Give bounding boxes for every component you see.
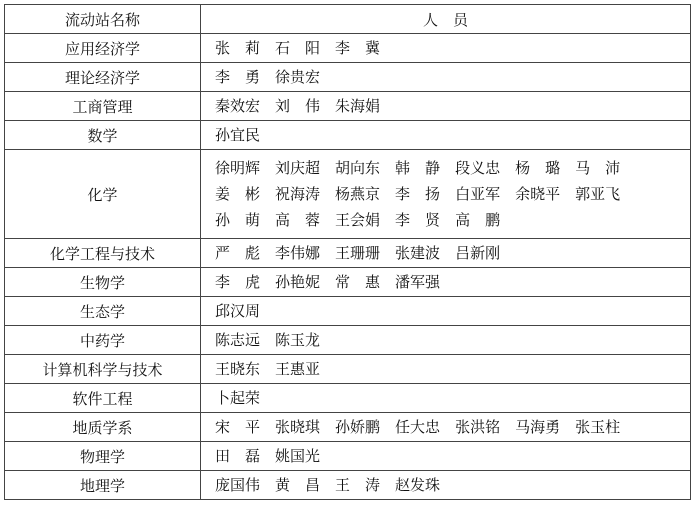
personnel-line	[215, 443, 690, 469]
table-row	[5, 326, 691, 355]
person-name: 李伟娜	[275, 244, 321, 262]
person-name: 韩 静	[395, 159, 441, 177]
personnel-cell	[201, 297, 691, 326]
table-row	[5, 442, 691, 471]
personnel-cell	[201, 268, 691, 297]
personnel-line	[215, 298, 690, 324]
personnel-line	[215, 35, 690, 61]
personnel-line	[215, 64, 690, 90]
personnel-line	[215, 269, 690, 295]
person-name: 李 虎	[215, 273, 261, 291]
personnel-cell	[201, 63, 691, 92]
personnel-line	[215, 207, 690, 233]
person-name: 姚国光	[275, 447, 321, 465]
person-name: 王珊珊	[335, 244, 381, 262]
person-name: 孙娇鹏	[335, 418, 381, 436]
person-name: 陈志远	[215, 331, 261, 349]
person-name: 王 涛	[335, 476, 381, 494]
station-name-cell: 化学	[5, 150, 201, 239]
table-row	[5, 34, 691, 63]
personnel-cell	[201, 150, 691, 239]
person-name: 段义忠	[455, 159, 501, 177]
table-row	[5, 355, 691, 384]
person-name: 刘 伟	[275, 97, 321, 115]
person-name: 张建波	[395, 244, 441, 262]
person-name: 张晓琪	[275, 418, 321, 436]
personnel-line	[215, 240, 690, 266]
person-name: 胡向东	[335, 159, 381, 177]
station-name-cell: 工商管理	[5, 92, 201, 121]
person-name: 李 冀	[335, 39, 381, 57]
station-name-cell: 软件工程	[5, 384, 201, 413]
person-name: 孙宜民	[215, 126, 261, 144]
person-name: 秦效宏	[215, 97, 261, 115]
person-name: 朱海娟	[335, 97, 381, 115]
table-row	[5, 63, 691, 92]
station-name-cell: 理论经济学	[5, 63, 201, 92]
table-row	[5, 413, 691, 442]
person-name: 杨燕京	[335, 185, 381, 203]
person-name: 徐明辉	[215, 159, 261, 177]
personnel-cell	[201, 34, 691, 63]
person-name: 马海勇	[515, 418, 561, 436]
table-row	[5, 297, 691, 326]
header-personnel: 人 员	[201, 5, 691, 34]
person-name: 马 沛	[575, 159, 621, 177]
table-row	[5, 92, 691, 121]
table-row	[5, 150, 691, 239]
person-name: 高 鹏	[455, 211, 501, 229]
person-name: 余晓平	[515, 185, 561, 203]
header-row	[5, 5, 691, 34]
person-name: 陈玉龙	[275, 331, 321, 349]
station-name-cell: 中药学	[5, 326, 201, 355]
personnel-line	[215, 327, 690, 353]
personnel-cell	[201, 326, 691, 355]
personnel-cell	[201, 413, 691, 442]
person-name: 赵发珠	[395, 476, 441, 494]
person-name: 吕新刚	[455, 244, 501, 262]
person-name: 卜起荣	[215, 389, 261, 407]
personnel-line	[215, 122, 690, 148]
person-name: 李 贤	[395, 211, 441, 229]
personnel-line	[215, 385, 690, 411]
person-name: 宋 平	[215, 418, 261, 436]
personnel-cell	[201, 471, 691, 500]
station-name-cell: 物理学	[5, 442, 201, 471]
station-name-cell: 地理学	[5, 471, 201, 500]
person-name: 高 蓉	[275, 211, 321, 229]
person-name: 庞国伟	[215, 476, 261, 494]
personnel-line	[215, 181, 690, 207]
personnel-cell	[201, 121, 691, 150]
table-body	[5, 34, 691, 500]
person-name: 王会娟	[335, 211, 381, 229]
person-name: 田 磊	[215, 447, 261, 465]
person-name: 石 阳	[275, 39, 321, 57]
table-row	[5, 239, 691, 268]
personnel-line	[215, 155, 690, 181]
station-name-cell: 地质学系	[5, 413, 201, 442]
personnel-line	[215, 93, 690, 119]
personnel-line	[215, 356, 690, 382]
person-name: 李 扬	[395, 185, 441, 203]
personnel-cell	[201, 442, 691, 471]
personnel-line	[215, 472, 690, 498]
station-name-cell: 化学工程与技术	[5, 239, 201, 268]
personnel-line	[215, 414, 690, 440]
station-name-cell: 数学	[5, 121, 201, 150]
table-row	[5, 268, 691, 297]
person-name: 张玉柱	[575, 418, 621, 436]
personnel-cell	[201, 355, 691, 384]
person-name: 张洪铭	[455, 418, 501, 436]
table-row	[5, 471, 691, 500]
person-name: 孙 萌	[215, 211, 261, 229]
person-name: 徐贵宏	[275, 68, 321, 86]
personnel-cell	[201, 92, 691, 121]
person-name: 郭亚飞	[575, 185, 621, 203]
table-row	[5, 384, 691, 413]
person-name: 常 惠	[335, 273, 381, 291]
person-name: 潘军强	[395, 273, 441, 291]
person-name: 邱汉周	[215, 302, 261, 320]
station-name-cell: 计算机科学与技术	[5, 355, 201, 384]
person-name: 张 莉	[215, 39, 261, 57]
personnel-cell	[201, 384, 691, 413]
header-station-name: 流动站名称	[5, 5, 201, 34]
person-name: 姜 彬	[215, 185, 261, 203]
station-name-cell: 生态学	[5, 297, 201, 326]
person-name: 王惠亚	[275, 360, 321, 378]
person-name: 严 彪	[215, 244, 261, 262]
table-row	[5, 121, 691, 150]
person-name: 孙艳妮	[275, 273, 321, 291]
station-name-cell: 应用经济学	[5, 34, 201, 63]
person-name: 杨 璐	[515, 159, 561, 177]
station-name-cell: 生物学	[5, 268, 201, 297]
person-name: 任大忠	[395, 418, 441, 436]
person-name: 黄 昌	[275, 476, 321, 494]
personnel-cell	[201, 239, 691, 268]
person-name: 刘庆超	[275, 159, 321, 177]
person-name: 白亚军	[455, 185, 501, 203]
person-name: 王晓东	[215, 360, 261, 378]
person-name: 祝海涛	[275, 185, 321, 203]
person-name: 李 勇	[215, 68, 261, 86]
postdoc-station-table	[4, 4, 691, 500]
